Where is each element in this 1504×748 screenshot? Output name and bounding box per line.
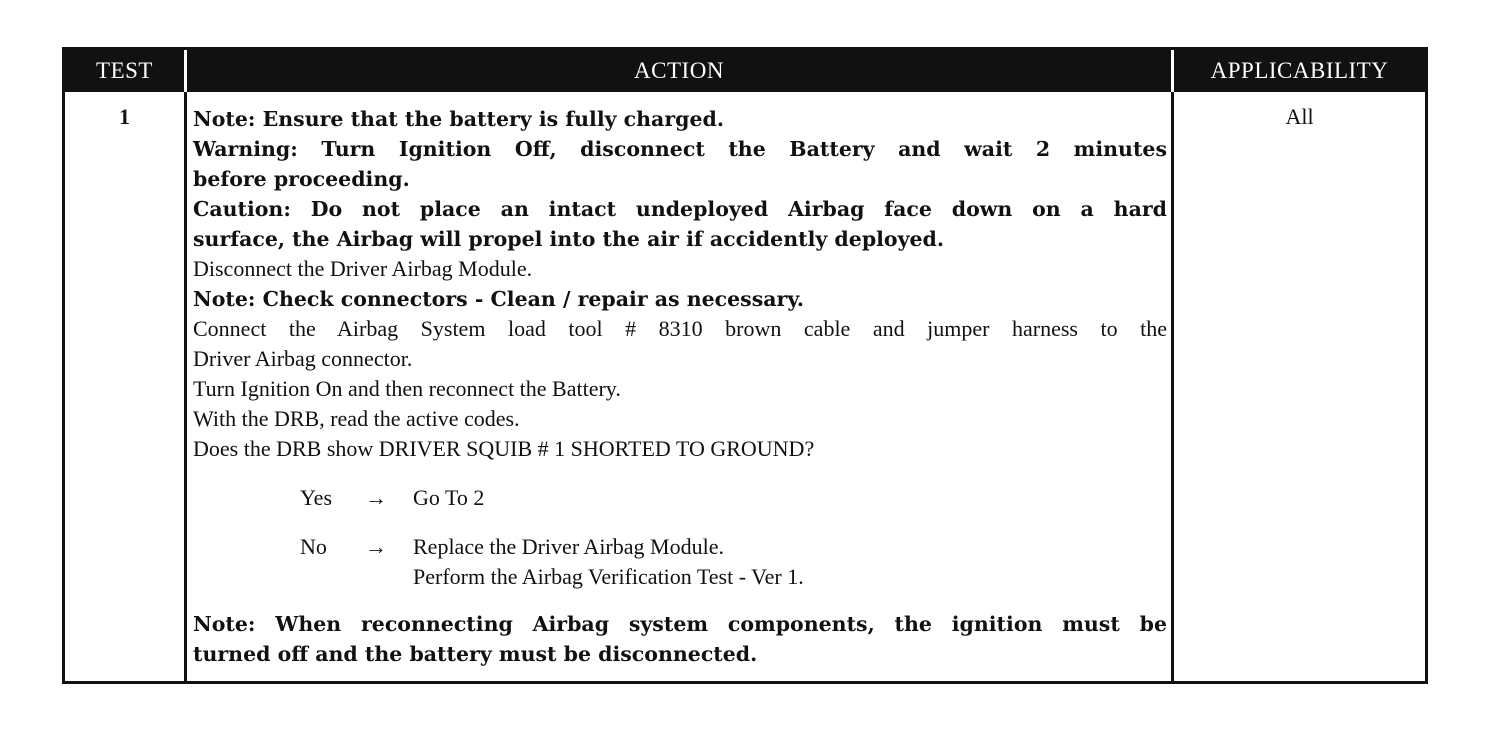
- step-connect-line-2: Driver Airbag connector.: [193, 346, 413, 371]
- no-result-line-2: Perform the Airbag Verification Test - Ver 1.: [413, 564, 804, 589]
- action-cell: [193, 104, 1167, 669]
- applicability-value: All: [1285, 104, 1314, 129]
- step-connect-line-1: Connect the Airbag System load tool # 8310 brown cable and jumper harness to the: [193, 316, 1167, 341]
- column-divider: [184, 92, 187, 681]
- no-label: No: [300, 534, 327, 559]
- table-header: [65, 50, 1425, 92]
- warning-line-1: Warning: Turn Ignition Off, disconnect the Battery and wait 2 minutes: [193, 137, 1167, 161]
- arrow-icon: →: [365, 485, 387, 510]
- warning-line-2: before proceeding.: [193, 167, 410, 191]
- yes-label: Yes: [300, 485, 333, 510]
- yes-result: Go To 2: [413, 485, 485, 510]
- note-reconnect-line-1: Note: When reconnecting Airbag system components, the ignition must be: [193, 612, 1167, 636]
- step-read-codes: With the DRB, read the active codes.: [193, 406, 520, 431]
- arrow-icon: →: [365, 534, 387, 559]
- note-battery: Note: Ensure that the battery is fully charged.: [193, 107, 724, 131]
- caution-line-1: Caution: Do not place an intact undeployed Airbag face down on a hard: [193, 197, 1167, 221]
- table-row: [65, 92, 1425, 681]
- no-branch: [193, 532, 1167, 562]
- caution-line-2: surface, the Airbag will propel into the air if accidently deployed.: [193, 227, 945, 251]
- column-divider: [1171, 92, 1174, 681]
- test-number: 1: [119, 104, 130, 129]
- note-connectors: Note: Check connectors - Clean / repair as necessary.: [193, 287, 805, 311]
- no-branch-continued: [193, 562, 1167, 592]
- question: Does the DRB show DRIVER SQUIB # 1 SHORTED TO GROUND?: [193, 436, 815, 461]
- step-ignition-on: Turn Ignition On and then reconnect the Battery.: [193, 376, 621, 401]
- header-applicability: APPLICABILITY: [1210, 58, 1389, 83]
- header-test: TEST: [96, 58, 153, 83]
- yes-branch: [193, 483, 1167, 513]
- step-disconnect: Disconnect the Driver Airbag Module.: [193, 256, 533, 281]
- header-action: ACTION: [634, 58, 724, 83]
- procedure-table: [62, 47, 1428, 684]
- no-result-line-1: Replace the Driver Airbag Module.: [413, 534, 724, 559]
- note-reconnect-line-2: turned off and the battery must be disconnected.: [193, 642, 758, 666]
